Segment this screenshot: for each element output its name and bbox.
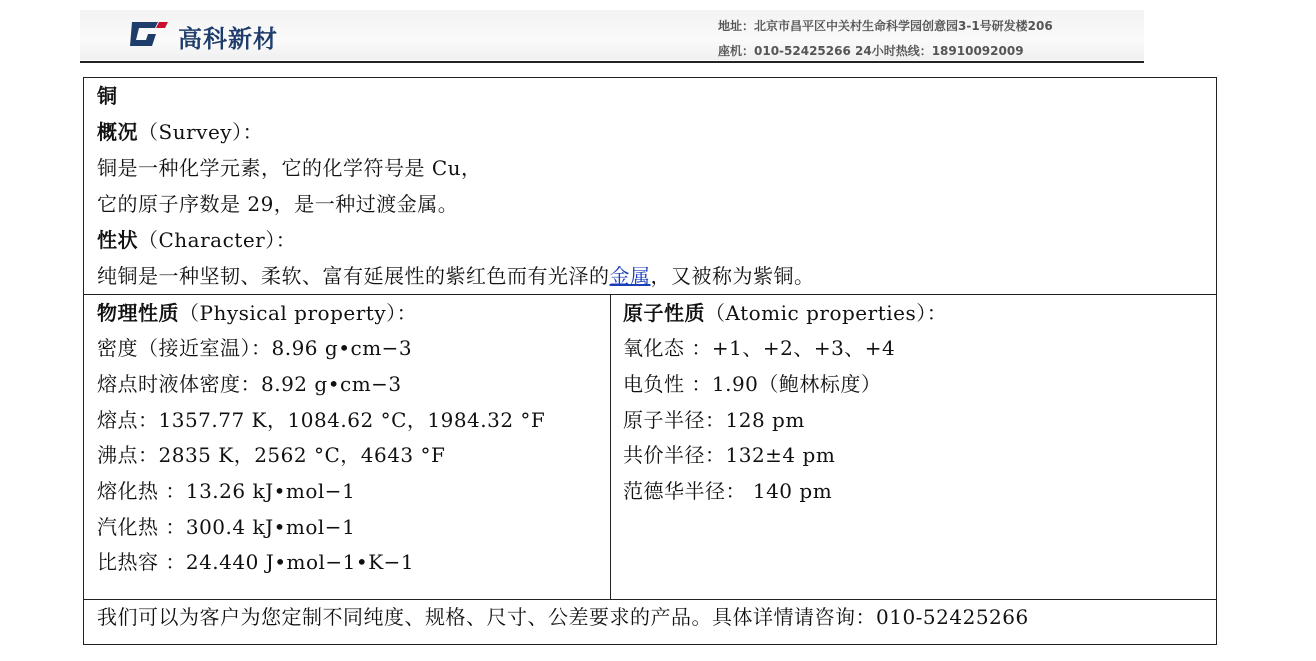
header-divider — [80, 61, 1144, 63]
atomic-heading — [623, 301, 947, 325]
page-header — [80, 10, 1144, 60]
overview-section — [84, 78, 1216, 295]
physical-item: 汽化热 ：300.4 kJ•mol−1 — [97, 515, 356, 539]
physical-heading — [97, 301, 417, 325]
atomic-heading-en: （Atomic properties）： — [705, 301, 948, 325]
properties-section — [84, 294, 1216, 600]
atomic-heading-cn: 原子性质 — [623, 301, 705, 325]
spec-table — [83, 77, 1217, 645]
contact-section — [84, 599, 1216, 645]
survey-heading-cn: 概况 — [97, 120, 138, 144]
character-heading-cn: 性状 — [97, 228, 138, 252]
survey-line-1: 铜是一种化学元素，它的化学符号是 Cu， — [97, 156, 482, 180]
character-text-before: 纯铜是一种坚韧、柔软、富有延展性的紫红色而有光泽的 — [97, 264, 610, 288]
metal-link[interactable]: 金属 — [609, 264, 651, 288]
physical-item: 沸点：2835 K，2562 °C，4643 °F — [97, 443, 446, 467]
physical-item: 熔点时液体密度：8.92 g•cm−3 — [97, 372, 402, 396]
physical-item: 熔化热 ：13.26 kJ•mol−1 — [97, 479, 356, 503]
brand-name: 高科新材 — [178, 25, 278, 53]
physical-item: 比热容 ：24.440 J•mol−1•K−1 — [97, 550, 415, 574]
survey-heading-en: （Survey）： — [138, 120, 264, 144]
contact-note: 我们可以为客户为您定制不同纯度、规格、尺寸、公差要求的产品。具体详情请咨询：010-52425266 — [97, 605, 1029, 629]
physical-properties-column — [84, 294, 611, 599]
character-text-after: ，又被称为紫铜。 — [650, 264, 815, 288]
survey-heading — [97, 120, 263, 144]
physical-heading-en: （Physical property）： — [179, 301, 418, 325]
atomic-item: 原子半径：128 pm — [623, 408, 805, 432]
atomic-item: 电负性 ：1.90（鲍林标度） — [623, 372, 882, 396]
physical-item: 熔点：1357.77 K，1084.62 °C，1984.32 °F — [97, 408, 546, 432]
physical-heading-cn: 物理性质 — [97, 301, 179, 325]
atomic-item: 共价半径：132±4 pm — [623, 443, 836, 467]
atomic-properties-column — [610, 294, 1216, 599]
atomic-item: 范德华半径： 140 pm — [623, 479, 833, 503]
company-logo-icon — [128, 18, 170, 50]
element-title: 铜 — [97, 84, 118, 108]
company-phones: 座机：010-52425266 24小时热线：18910092009 — [718, 44, 1024, 58]
physical-item: 密度（接近室温）：8.96 g•cm−3 — [97, 336, 413, 360]
watermark — [448, 20, 456, 34]
character-text — [97, 264, 815, 288]
survey-line-2: 它的原子序数是 29，是一种过渡金属。 — [97, 192, 459, 216]
atomic-item: 氧化态 ：+1、+2、+3、+4 — [623, 336, 896, 360]
character-heading-en: （Character）： — [138, 228, 297, 252]
character-heading — [97, 228, 296, 252]
company-address: 地址：北京市昌平区中关村生命科学园创意园3-1号研发楼206 — [718, 19, 1053, 33]
